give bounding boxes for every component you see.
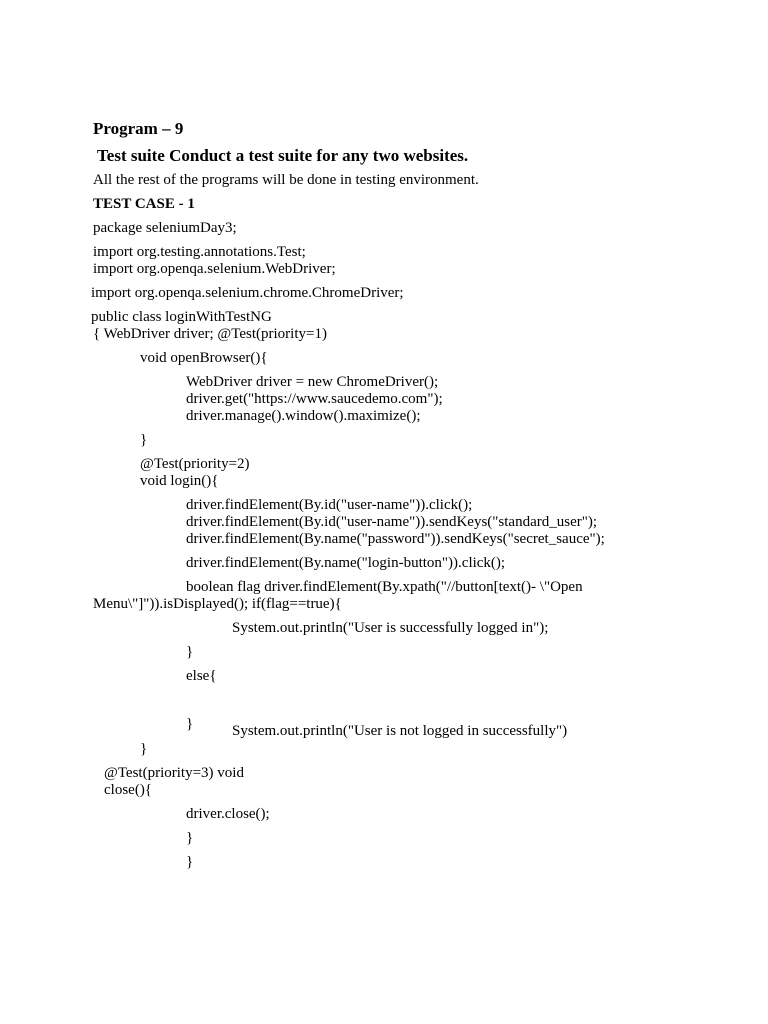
code-line: driver.get("https://www.saucedemo.com"); (186, 391, 443, 407)
code-line: import org.openqa.selenium.chrome.ChromeDriver; (91, 285, 404, 301)
code-line: boolean flag driver.findElement(By.xpath("//button[text()- \"Open (186, 579, 583, 595)
code-line: } (140, 741, 148, 757)
code-line: driver.manage().window().maximize(); (186, 408, 421, 424)
code-line: } (186, 854, 194, 870)
code-line: driver.close(); (186, 806, 270, 822)
code-line: System.out.println("User is successfully logged in"); (232, 620, 549, 636)
code-line: void login(){ (140, 473, 219, 489)
code-line: void openBrowser(){ (140, 350, 268, 366)
code-line: } (186, 716, 194, 732)
code-line: close(){ (104, 782, 153, 798)
test-case-heading: TEST CASE - 1 (93, 196, 195, 212)
code-line: driver.findElement(By.id("user-name")).sendKeys("standard_user"); (186, 514, 598, 530)
code-line: } (186, 830, 194, 846)
code-line: import org.testing.annotations.Test; (93, 244, 306, 260)
code-line: import org.openqa.selenium.WebDriver; (93, 261, 336, 277)
code-line: package seleniumDay3; (93, 220, 237, 236)
code-line: driver.findElement(By.id("user-name")).click(); (186, 497, 473, 513)
code-line: @Test(priority=3) void (104, 765, 244, 781)
code-line: @Test(priority=2) (140, 456, 250, 472)
code-line: driver.findElement(By.name("password")).sendKeys("secret_sauce"); (186, 531, 605, 547)
code-line: public class loginWithTestNG (91, 309, 272, 325)
code-line: else{ (186, 668, 217, 684)
intro-text: All the rest of the programs will be done in testing environment. (93, 172, 479, 188)
code-line: WebDriver driver = new ChromeDriver(); (186, 374, 439, 390)
code-line: driver.findElement(By.name("login-button")).click(); (186, 555, 506, 571)
program-title: Program – 9 (93, 119, 184, 138)
code-line: { WebDriver driver; @Test(priority=1) (93, 326, 327, 342)
code-line: Menu\"]")).isDisplayed(); if(flag==true){ (93, 596, 342, 612)
code-line: System.out.println("User is not logged in successfully") (232, 723, 568, 739)
code-line: } (140, 432, 148, 448)
subtitle: Test suite Conduct a test suite for any two websites. (97, 146, 469, 165)
code-line: } (186, 644, 194, 660)
